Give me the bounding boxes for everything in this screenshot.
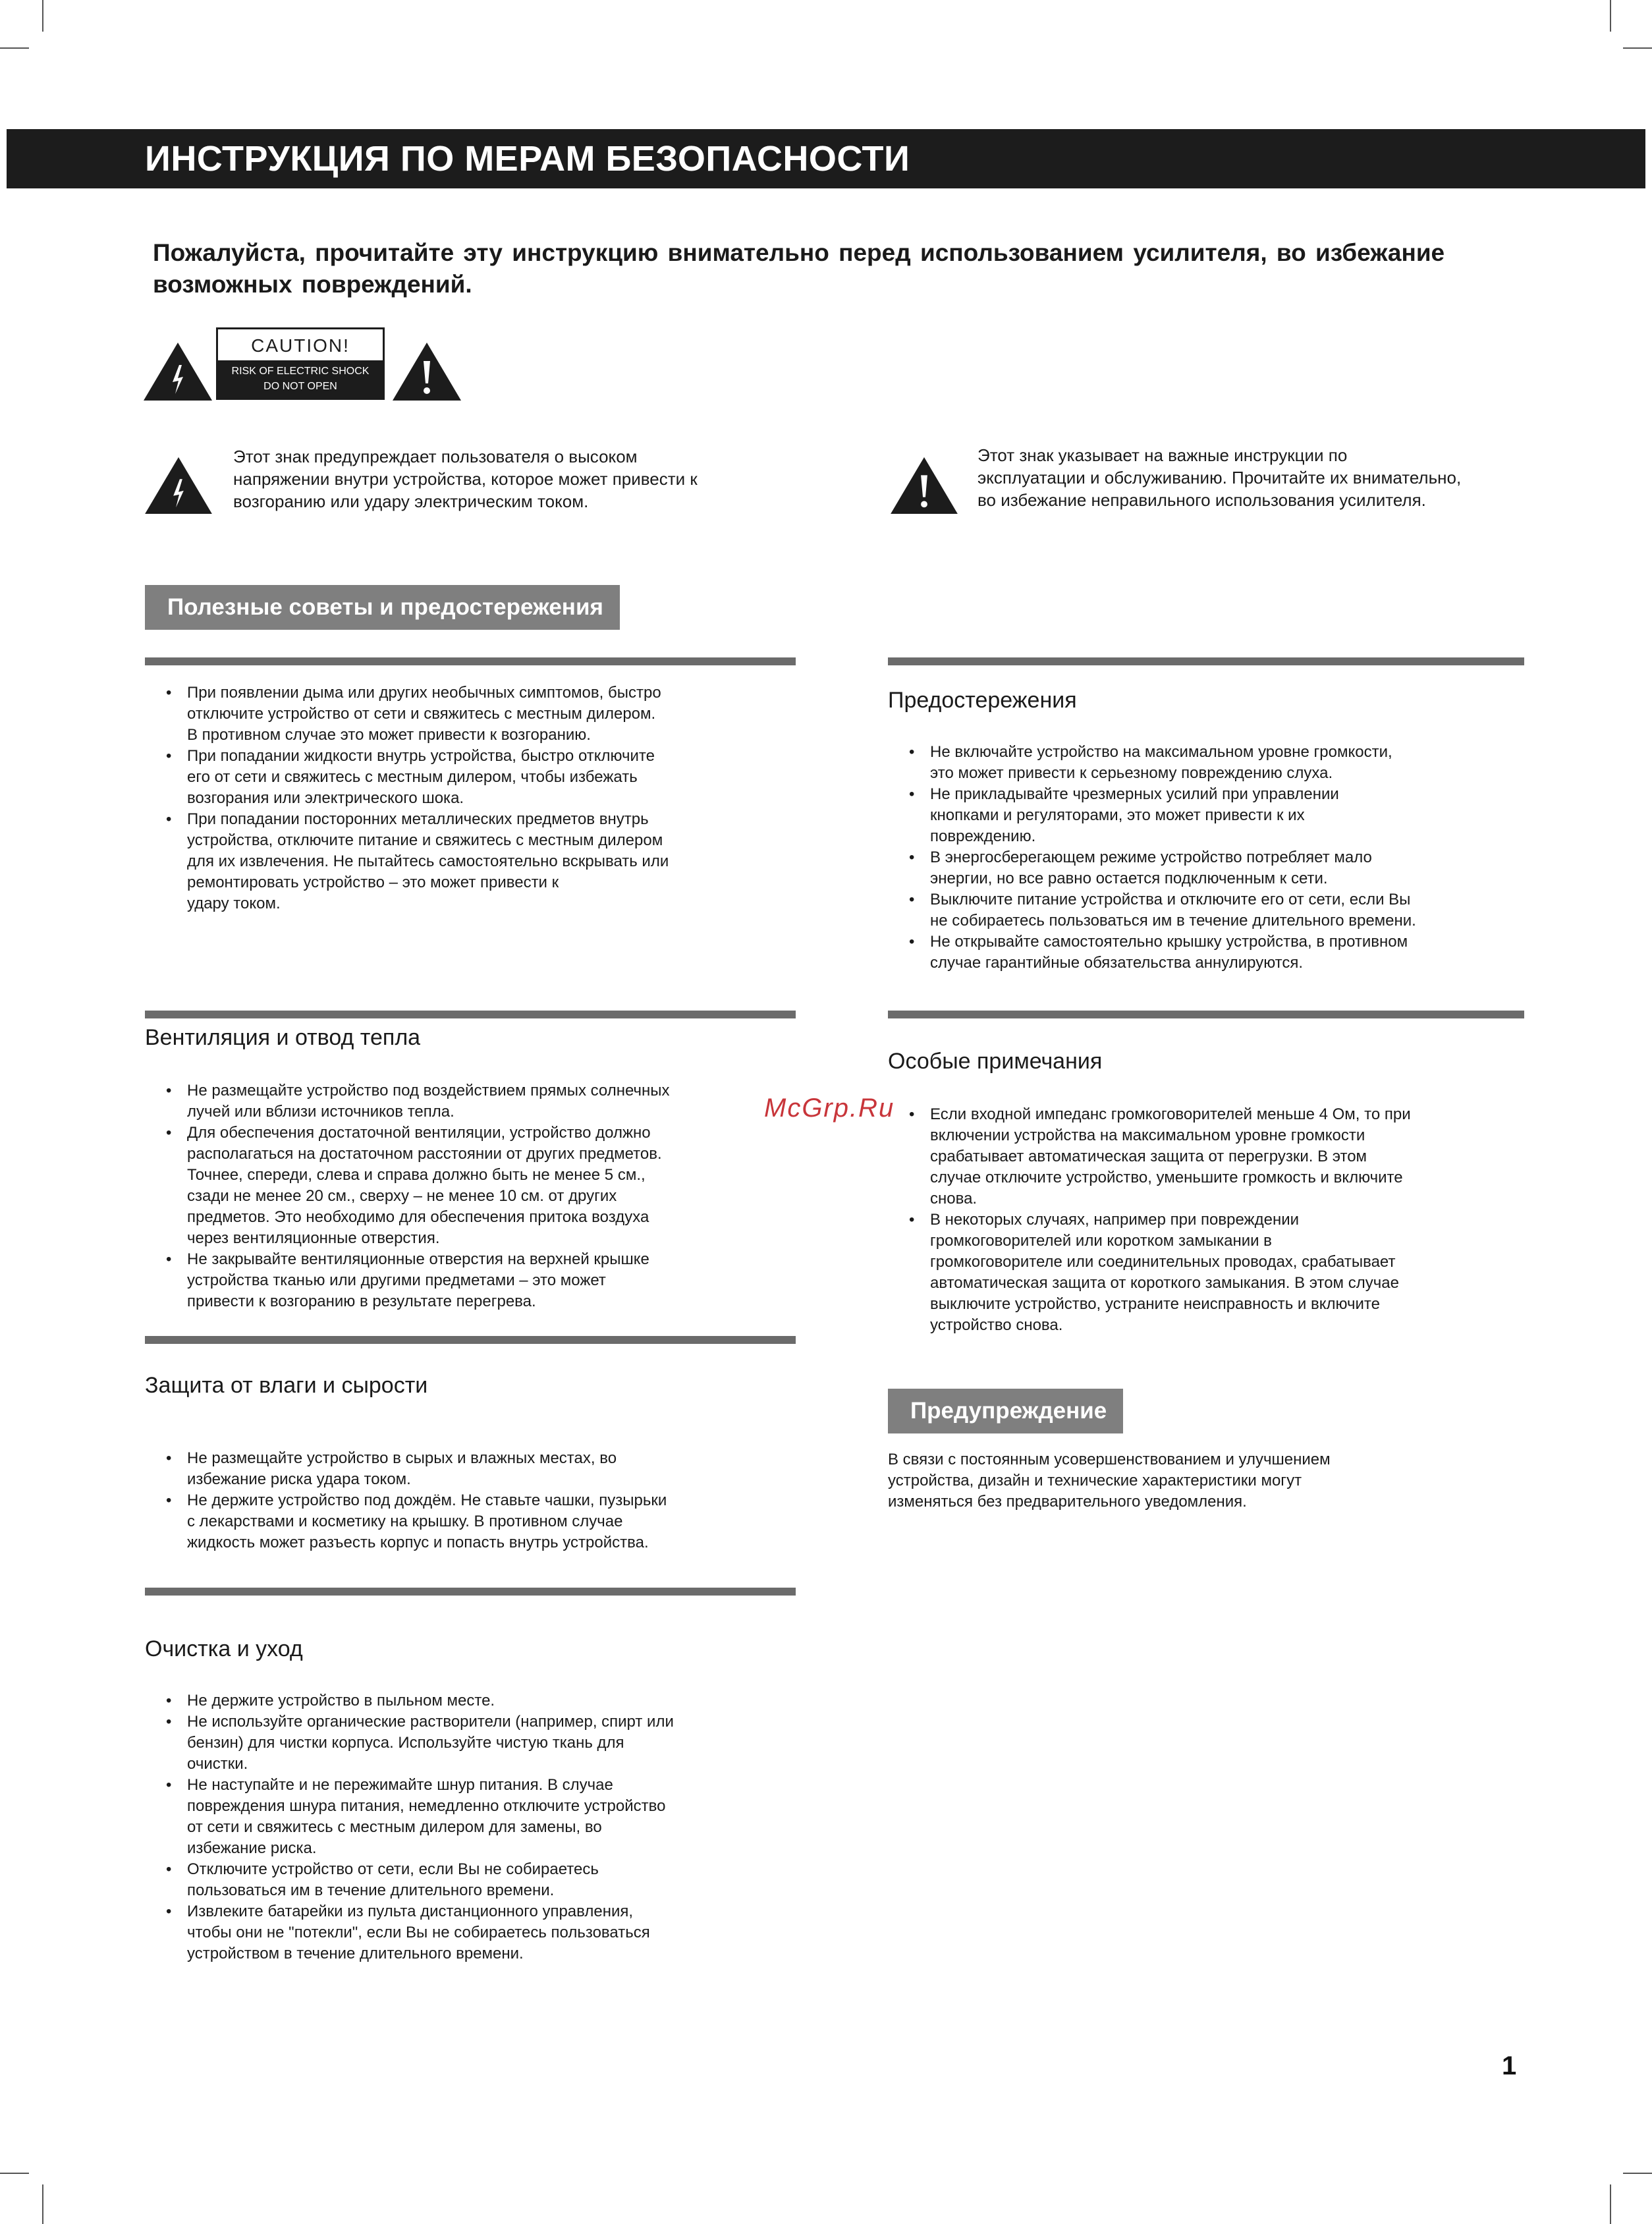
page-title: ИНСТРУКЦИЯ ПО МЕРАМ БЕЗОПАСНОСТИ <box>145 139 910 179</box>
page-number: 1 <box>1502 2051 1517 2080</box>
ventilation-heading: Вентиляция и отвод тепла <box>145 1025 421 1050</box>
list-item: • При попадании посторонних металлических предметов внутрь устройства, отключите питание и свяжитесь с местным дилером для их извлечения. Не пытайтесь самостоятельно вскрывать или ремонтировать устройство – это может привести к удару током. <box>165 809 797 914</box>
list-item: • При появлении дыма или других необычных симптомов, быстро отключите устройство от сети и свяжитесь с местным дилером. В противном случае это может привести к возгоранию. <box>165 682 797 746</box>
list-item: • Не включайте устройство на максимальном уровне громкости, это может привести к серьезному повреждению слуха. <box>908 742 1540 784</box>
crop-mark <box>1623 2173 1652 2174</box>
list-item: • Отключите устройство от сети, если Вы не собираетесь пользоваться им в течение длительного времени. <box>165 1859 797 1901</box>
list-item: • В некоторых случаях, например при повреждении громкоговорителей или коротком замыкании в громкоговорителе или соединительных проводах, срабатывает автоматическая защита от короткого замыкания. В этом случае выключите устройство, устраните неисправность и включите устройство снова. <box>908 1209 1540 1336</box>
crop-mark <box>0 2173 29 2174</box>
caution-title: CAUTION! <box>251 335 350 356</box>
list-item: • Если входной импеданс громкоговорителей меньше 4 Ом, то при включении устройства на максимальном уровне громкости срабатывает автоматическая защита от перегрузки. В этом случае отключите устройство, уменьшите громкость и включите снова. <box>908 1104 1540 1209</box>
lightning-warning-icon <box>142 341 213 402</box>
list-item: • В энергосберегающем режиме устройство потребляет мало энергии, но все равно остается подключенным к сети. <box>908 847 1540 889</box>
warnings-heading: Предостережения <box>888 688 1077 713</box>
notice-text: В связи с постоянным усовершенствованием и улучшением устройства, дизайн и технические характеристики могут изменяться без предварительного уведомления. <box>888 1451 1331 1511</box>
list-item: • Не закрывайте вентиляционные отверстия на верхней крышке устройства тканью или другими предметами – это может привести к возгоранию в результате перегрева. <box>165 1249 797 1312</box>
crop-mark <box>1610 2184 1611 2224</box>
caution-line-2: DO NOT OPEN <box>263 381 337 392</box>
list-item: • Извлеките батарейки из пульта дистанционного управления, чтобы они не "потекли", если Вы не собираетесь пользоваться устройством в течение длительного времени. <box>165 1901 797 1964</box>
section-divider <box>145 1336 796 1344</box>
crop-mark <box>0 47 29 49</box>
notice-label: Предупреждение <box>888 1389 1123 1433</box>
intro-text: Пожалуйста, прочитайте эту инструкцию внимательно перед использованием усилителя, во избежание возможных повреждений. <box>153 239 1445 298</box>
cleaning-heading: Очистка и уход <box>145 1636 303 1661</box>
ventilation-list <box>165 1080 797 1312</box>
list-item: • Не размещайте устройство в сырых и влажных местах, во избежание риска удара током. <box>165 1448 797 1490</box>
section-divider <box>145 1588 796 1596</box>
list-item: • Не держите устройство под дождём. Не ставьте чашки, пузырьки с лекарствами и косметику на крышку. В противном случае жидкость может разъесть корпус и попасть внутрь устройства. <box>165 1490 797 1553</box>
exclamation-warning-icon <box>391 341 462 402</box>
lightning-warning-icon <box>144 456 213 515</box>
caution-subtitle <box>218 360 383 398</box>
list-item: • При попадании жидкости внутрь устройства, быстро отключите его от сети и свяжитесь с местным дилером, чтобы избежать возгорания или электрического шока. <box>165 746 797 809</box>
exclamation-warning-icon <box>889 456 959 515</box>
section-divider <box>145 1011 796 1018</box>
caution-label <box>216 327 385 400</box>
crop-mark <box>42 2184 43 2224</box>
list-item: • Не наступайте и не пережимайте шнур питания. В случае повреждения шнура питания, немедленно отключите устройство от сети и свяжитесь с местным дилером для замены, во избежание риска. <box>165 1775 797 1859</box>
special-notes-list <box>908 1104 1540 1336</box>
list-item: • Не используйте органические растворители (например, спирт или бензин) для чистки корпуса. Используйте чистую ткань для очистки. <box>165 1711 797 1775</box>
moisture-heading: Защита от влаги и сырости <box>145 1373 428 1398</box>
crop-mark <box>42 0 43 32</box>
list-item: • Выключите питание устройства и отключите его от сети, если Вы не собираетесь пользоваться им в течение длительного времени. <box>908 889 1540 931</box>
moisture-list <box>165 1448 797 1553</box>
watermark: McGrp.Ru <box>764 1094 895 1123</box>
exclamation-symbol-description: Этот знак указывает на важные инструкции по эксплуатации и обслуживанию. Прочитайте их внимательно, во избежание неправильного использования усилителя. <box>977 445 1462 510</box>
cleaning-list <box>165 1690 797 1964</box>
list-item: • Не прикладывайте чрезмерных усилий при управлении кнопками и регуляторами, это может привести к их повреждению. <box>908 784 1540 847</box>
list-item: • Не размещайте устройство под воздействием прямых солнечных лучей или вблизи источников тепла. <box>165 1080 797 1123</box>
shock-symbol-description: Этот знак предупреждает пользователя о высоком напряжении внутри устройства, которое может привести к возгоранию или удару электрическим током. <box>233 447 698 511</box>
tips-list <box>165 682 797 914</box>
list-item: • Не открывайте самостоятельно крышку устройства, в противном случае гарантийные обязательства аннулируются. <box>908 931 1540 974</box>
special-notes-heading: Особые примечания <box>888 1049 1103 1074</box>
crop-mark <box>1610 0 1611 32</box>
warnings-list <box>908 742 1540 974</box>
section-divider <box>888 1011 1524 1018</box>
title-bar <box>7 129 1645 188</box>
caution-line-1: RISK OF ELECTRIC SHOCK <box>231 366 370 377</box>
crop-mark <box>1623 47 1652 49</box>
list-item: • Не держите устройство в пыльном месте. <box>165 1690 797 1711</box>
tips-section-label: Полезные советы и предостережения <box>145 585 620 630</box>
section-divider <box>888 657 1524 665</box>
section-divider <box>145 657 796 665</box>
list-item: • Для обеспечения достаточной вентиляции, устройство должно располагаться на достаточном расстоянии от других предметов. Точнее, спереди, слева и справа должно быть не менее 5 см., сзади не менее 20 см., сверху – не менее 10 см. от других предметов. Это необходимо для обеспечения притока воздуха через вентиляционные отверстия. <box>165 1123 797 1249</box>
